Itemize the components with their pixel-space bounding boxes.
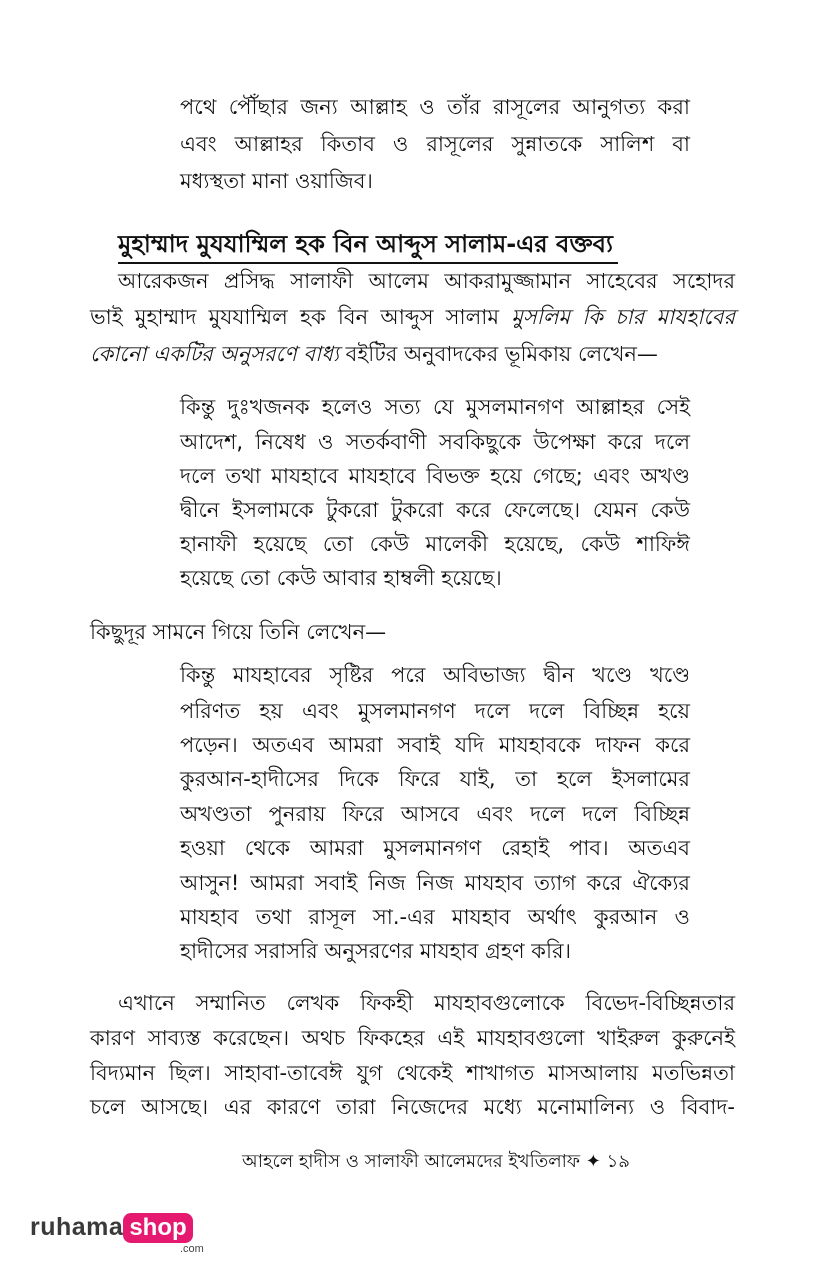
quote1-line-4: দ্বীনে ইসলামকে টুকরো টুকরো করে ফেলেছে। যেমন কেউ (180, 498, 690, 522)
quote2-line-1: কিন্তু মাযহাবের সৃষ্টির পরে অবিভাজ্য দ্বীন খণ্ডে খণ্ডে (180, 663, 690, 687)
page-footer (205, 1150, 630, 1174)
top-paragraph-line-1: পথে পৌঁছার জন্য আল্লাহ ও তাঁর রাসূলের আনুগত্য করা (180, 95, 690, 119)
quote1-line-6: হয়েছে তো কেউ আবার হাম্বলী হয়েছে। (180, 566, 502, 590)
quote2-line-7: আসুন! আমরা সবাই নিজ নিজ মাযহাব ত্যাগ করে ঐক্যের (180, 871, 690, 895)
page-number: ১৯ (606, 1151, 630, 1172)
section-heading: মুহাম্মাদ মুযযাম্মিল হক বিন আব্দুস সালাম-এর বক্তব্য (118, 228, 618, 264)
top-paragraph-line-3: মধ্যস্থতা মানা ওয়াজিব। (180, 169, 373, 193)
logo-domain: .com (180, 1243, 204, 1255)
intro-paragraph-line-1: আরেকজন প্রসিদ্ধ সালাফী আলেম আকরামুজ্জামান সাহেবের সহোদর (118, 269, 735, 293)
quote2-line-3: পড়েন। অতএব আমরা সবাই যদি মাযহাবকে দাফন করে (180, 733, 690, 757)
footer-separator-icon: ✦ (585, 1151, 601, 1172)
intro-paragraph-line-2 (90, 302, 735, 332)
closing-paragraph-line-4: চলে আসছে। এর কারণে তারা নিজেদের মধ্যে মনোমালিন্য ও বিবাদ- (90, 1095, 735, 1119)
logo-brand-text: ruhama (30, 1213, 124, 1241)
logo-shop-badge: shop (123, 1213, 192, 1243)
quote1-line-5: হানাফী হয়েছে তো কেউ মালেকী হয়েছে, কেউ শাফিঈ (180, 532, 690, 556)
quote2-line-8: মাযহাব তথা রাসূল সা.-এর মাযহাব অর্থাৎ কুরআন ও (180, 905, 690, 929)
intro-line2-text: ভাই মুহাম্মাদ মুযযাম্মিল হক বিন আব্দুস সালাম (90, 305, 512, 329)
quote2-line-9: হাদীসের সরাসরি অনুসরণের মাযহাব গ্রহণ করি। (180, 939, 572, 963)
book-title-part-2: কোনো একটির অনুসরণে বাধ্য (90, 342, 339, 366)
quote1-line-1: কিন্তু দুঃখজনক হলেও সত্য যে মুসলমানগণ আল্লাহর সেই (180, 395, 690, 419)
quote2-line-2: পরিণত হয় এবং মুসলমানগণ দলে দলে বিচ্ছিন্ন হয়ে (180, 699, 690, 723)
quote2-line-6: হওয়া থেকে আমরা মুসলমানগণ রেহাই পাব। অতএব (180, 836, 690, 860)
quote2-line-5: অখণ্ডতা পুনরায় ফিরে আসবে এবং দলে দলে বিচ্ছিন্ন (180, 802, 690, 826)
closing-paragraph-line-1: এখানে সম্মানিত লেখক ফিকহী মাযহাবগুলোকে বিভেদ-বিচ্ছিন্নতার (118, 991, 735, 1015)
running-title: আহলে হাদীস ও সালাফী আলেমদের ইখতিলাফ (242, 1151, 581, 1172)
transition-text: কিছুদূর সামনে গিয়ে তিনি লেখেন— (90, 620, 387, 644)
book-title-part-1: মুসলিম কি চার মাযহাবের (511, 305, 735, 329)
quote1-line-3: দলে তথা মাযহাবে মাযহাবে বিভক্ত হয়ে গেছে; এবং অখণ্ড (180, 464, 690, 488)
intro-line3-text: বইটির অনুবাদকের ভূমিকায় লেখেন— (338, 342, 658, 366)
quote2-line-4: কুরআন-হাদীসের দিকে ফিরে যাই, তা হলে ইসলামের (180, 767, 690, 791)
top-paragraph-line-2: এবং আল্লাহর কিতাব ও রাসূলের সুন্নাতকে সালিশ বা (180, 132, 690, 156)
quote1-line-2: আদেশ, নিষেধ ও সতর্কবাণী সবকিছুকে উপেক্ষা করে দলে (180, 430, 690, 454)
closing-paragraph-line-2: কারণ সাব্যস্ত করেছেন। অথচ ফিকহের এই মাযহাবগুলো খাইরুল কুরুনেই (90, 1026, 735, 1050)
closing-paragraph-line-3: বিদ্যমান ছিল। সাহাবা-তাবেঈ যুগ থেকেই শাখাগত মাসআলায় মতভিন্নতা (90, 1061, 735, 1085)
intro-paragraph-line-3 (90, 339, 735, 369)
watermark-logo (30, 1213, 204, 1255)
